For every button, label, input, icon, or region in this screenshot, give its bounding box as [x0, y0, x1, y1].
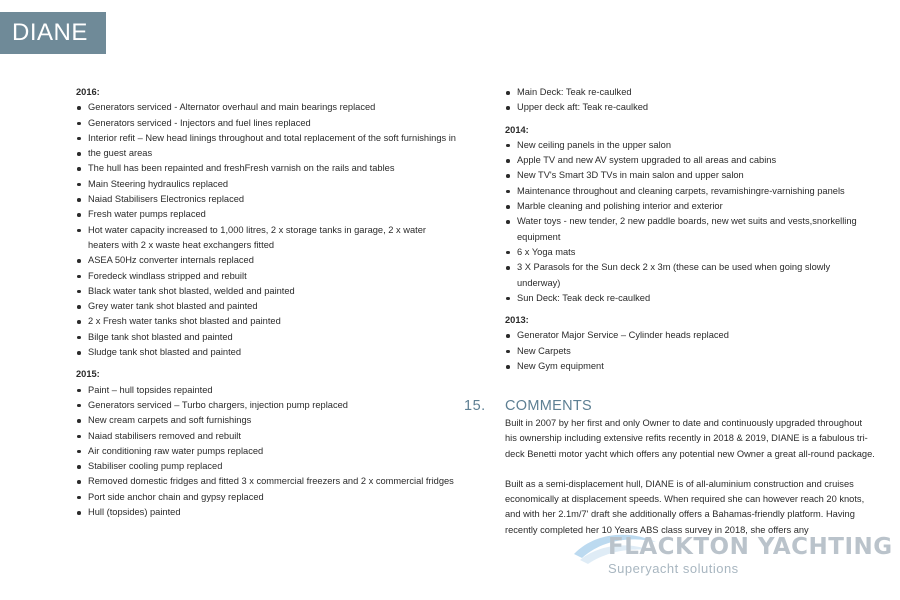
watermark-name: FLACKTON YACHTING — [608, 534, 893, 560]
item-list — [76, 383, 456, 521]
item-list — [505, 328, 875, 374]
list-item: 3 X Parasols for the Sun deck 2 x 3m (these can be used when going slowly underway) — [505, 260, 875, 291]
list-item: New TV's Smart 3D TVs in main salon and upper salon — [505, 168, 875, 183]
list-item: Generators serviced - Alternator overhaul and main bearings replaced — [76, 100, 456, 115]
list-item: New Gym equipment — [505, 359, 875, 374]
list-item: Water toys - new tender, 2 new paddle boards, new wet suits and vests,snorkelling equipment — [505, 214, 875, 245]
comments-paragraph: Built in 2007 by her first and only Owner to date and continuously upgraded throughout his ownership including extensive refits recently in 2018 & 2019, DIANE is a fabulous tri-deck Benetti motor yacht which offers any potential new Owner a great all-round package. — [505, 418, 875, 459]
list-item: the guest areas — [76, 146, 456, 161]
right-column — [505, 85, 875, 381]
list-item: Paint – hull topsides repainted — [76, 383, 456, 398]
watermark-tagline: Superyacht solutions — [608, 561, 739, 576]
year-heading: 2014: — [505, 124, 529, 135]
year-heading: 2013: — [505, 315, 529, 326]
list-item: Hull (topsides) painted — [76, 505, 456, 520]
year-heading: 2015: — [76, 369, 100, 380]
section-number: 15. — [464, 398, 486, 414]
year-group-2016 — [76, 85, 456, 360]
list-item: Maintenance throughout and cleaning carpets, revamishingre-varnishing panels — [505, 184, 875, 199]
list-item: 2 x Fresh water tanks shot blasted and painted — [76, 314, 456, 329]
list-item: Sludge tank shot blasted and painted — [76, 345, 456, 360]
list-item: Upper deck aft: Teak re-caulked — [505, 100, 875, 115]
list-item: Generator Major Service – Cylinder heads replaced — [505, 328, 875, 343]
list-item: Bilge tank shot blasted and painted — [76, 330, 456, 345]
year-group-2013 — [505, 313, 875, 374]
comments-paragraph: Built as a semi-displacement hull, DIANE is of all-aluminium construction and cruises economically at displacement speeds. When required she can however reach 20 knots, and with her 2.1m/7' draft she additionally offers a Bahamas-friendly platform. Having recently completed her 10 Years ABS class survey in 2018, she offers any — [505, 478, 865, 535]
list-item: Air conditioning raw water pumps replaced — [76, 444, 456, 459]
list-item: Sun Deck: Teak deck re-caulked — [505, 291, 875, 306]
item-list — [505, 85, 875, 116]
list-item: Main Deck: Teak re-caulked — [505, 85, 875, 100]
list-item: Generators serviced - Injectors and fuel lines replaced — [76, 116, 456, 131]
list-item: Generators serviced – Turbo chargers, injection pump replaced — [76, 398, 456, 413]
year-group-2015 — [76, 367, 456, 520]
brand-label: DIANE — [0, 12, 106, 54]
list-item: Grey water tank shot blasted and painted — [76, 299, 456, 314]
watermark-logo — [570, 528, 893, 588]
list-item: Black water tank shot blasted, welded and painted — [76, 284, 456, 299]
list-item: New Carpets — [505, 344, 875, 359]
list-item: Port side anchor chain and gypsy replaced — [76, 490, 456, 505]
item-list — [505, 138, 875, 306]
comments-body — [505, 416, 875, 538]
list-item: Hot water capacity increased to 1,000 litres, 2 x storage tanks in garage, 2 x water heaters with 2 x waste heat exchangers fitted — [76, 223, 456, 254]
list-item: Naiad Stabilisers Electronics replaced — [76, 192, 456, 207]
list-item: Foredeck windlass stripped and rebuilt — [76, 269, 456, 284]
list-item: Main Steering hydraulics replaced — [76, 177, 456, 192]
list-item: Interior refit – New head linings throughout and total replacement of the soft furnishings in — [76, 131, 456, 146]
list-item: Naiad stabilisers removed and rebuilt — [76, 429, 456, 444]
year-heading: 2016: — [76, 87, 100, 97]
left-column — [76, 85, 456, 527]
list-item: Removed domestic fridges and fitted 3 x commercial freezers and 2 x commercial fridges — [76, 474, 456, 489]
list-item: Stabiliser cooling pump replaced — [76, 459, 456, 474]
list-item: The hull has been repainted and freshFresh varnish on the rails and tables — [76, 161, 456, 176]
section-title: COMMENTS — [505, 398, 592, 414]
list-item: New cream carpets and soft furnishings — [76, 413, 456, 428]
list-item: New ceiling panels in the upper salon — [505, 138, 875, 153]
list-item: 6 x Yoga mats — [505, 245, 875, 260]
item-list — [76, 100, 456, 360]
list-item: Marble cleaning and polishing interior and exterior — [505, 199, 875, 214]
list-item: ASEA 50Hz converter internals replaced — [76, 253, 456, 268]
list-item: Apple TV and new AV system upgraded to all areas and cabins — [505, 153, 875, 168]
list-item: Fresh water pumps replaced — [76, 207, 456, 222]
year-group-2014 — [505, 123, 875, 307]
